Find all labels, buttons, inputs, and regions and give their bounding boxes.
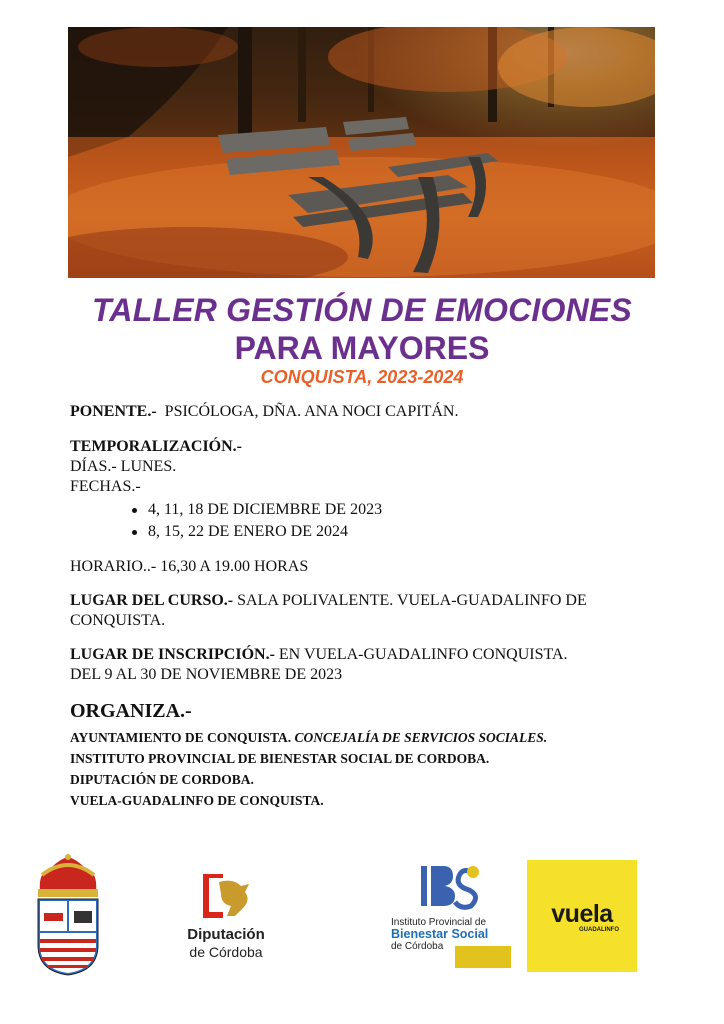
temporalizacion-label: TEMPORALIZACIÓN.-	[70, 438, 243, 455]
ponente-label: PONENTE.-	[70, 403, 157, 420]
diputacion-place: de Córdoba	[189, 944, 263, 960]
list-item: 8, 15, 22 DE ENERO DE 2024	[148, 521, 670, 543]
ipbs-line-3: de Córdoba	[391, 941, 444, 952]
vuela-guadalinfo-logo	[527, 860, 637, 972]
ipbs-diputacion-badge	[455, 946, 511, 968]
diputacion-name: Diputación	[187, 926, 265, 943]
organiza-line-1	[70, 727, 690, 748]
lugar-inscripcion-label: LUGAR DE INSCRIPCIÓN.-	[70, 646, 275, 663]
ponente-row	[70, 402, 670, 422]
crest-icon	[30, 853, 106, 977]
fechas-list	[70, 499, 670, 543]
organiza-label: ORGANIZA.-	[70, 700, 192, 722]
ipbs-line-2: Bienestar Social	[391, 927, 489, 941]
dias-text: DÍAS.- LUNES.	[70, 458, 177, 475]
lugar-curso-row	[70, 591, 670, 631]
inscripcion-periodo: DEL 9 AL 30 DE NOVIEMBRE DE 2023	[70, 666, 343, 683]
organiza-concejalia: CONCEJALÍA DE SERVICIOS SOCIALES.	[294, 730, 548, 745]
organiza-ayuntamiento: AYUNTAMIENTO DE CONQUISTA.	[70, 730, 292, 745]
autumn-bench-illustration	[68, 27, 655, 278]
title-line-2: PARA MAYORES	[234, 330, 490, 366]
vuela-sub: GUADALINFO	[579, 927, 619, 933]
organiza-line-2: INSTITUTO PROVINCIAL DE BIENESTAR SOCIAL DE CORDOBA.	[70, 751, 490, 766]
lugar-inscripcion-value: EN VUELA-GUADALINFO CONQUISTA.	[278, 646, 568, 663]
diputacion-cordoba-logo	[176, 872, 276, 964]
lugar-inscripcion-row	[70, 645, 670, 665]
info-section	[70, 402, 670, 685]
organiza-line-3: DIPUTACIÓN DE CORDOBA.	[70, 772, 254, 787]
hero-photo	[68, 27, 655, 278]
list-item: 4, 11, 18 DE DICIEMBRE DE 2023	[148, 499, 670, 521]
vuela-word: vuela	[551, 900, 613, 928]
organiza-line-4: VUELA-GUADALINFO DE CONQUISTA.	[70, 793, 324, 808]
ipbs-emblem-icon	[415, 862, 485, 912]
ponente-value: PSICÓLOGA, DÑA. ANA NOCI CAPITÁN.	[164, 403, 459, 420]
title-line-1: TALLER GESTIÓN DE EMOCIONES	[92, 292, 632, 328]
fechas-label: FECHAS.-	[70, 478, 141, 495]
lugar-curso-value: SALA POLIVALENTE. VUELA-GUADALINFO DE CONQUISTA.	[70, 592, 587, 629]
ipbs-line-1: Instituto Provincial de	[391, 917, 487, 928]
horario-text: HORARIO..- 16,30 A 19.00 HORAS	[70, 558, 309, 575]
subtitle: CONQUISTA, 2023-2024	[260, 367, 464, 387]
organiza-section	[70, 700, 690, 811]
lugar-curso-label: LUGAR DEL CURSO.-	[70, 592, 234, 609]
diputacion-emblem-icon	[199, 872, 253, 920]
conquista-crest-logo	[30, 853, 106, 977]
ipbs-logo	[391, 862, 517, 970]
